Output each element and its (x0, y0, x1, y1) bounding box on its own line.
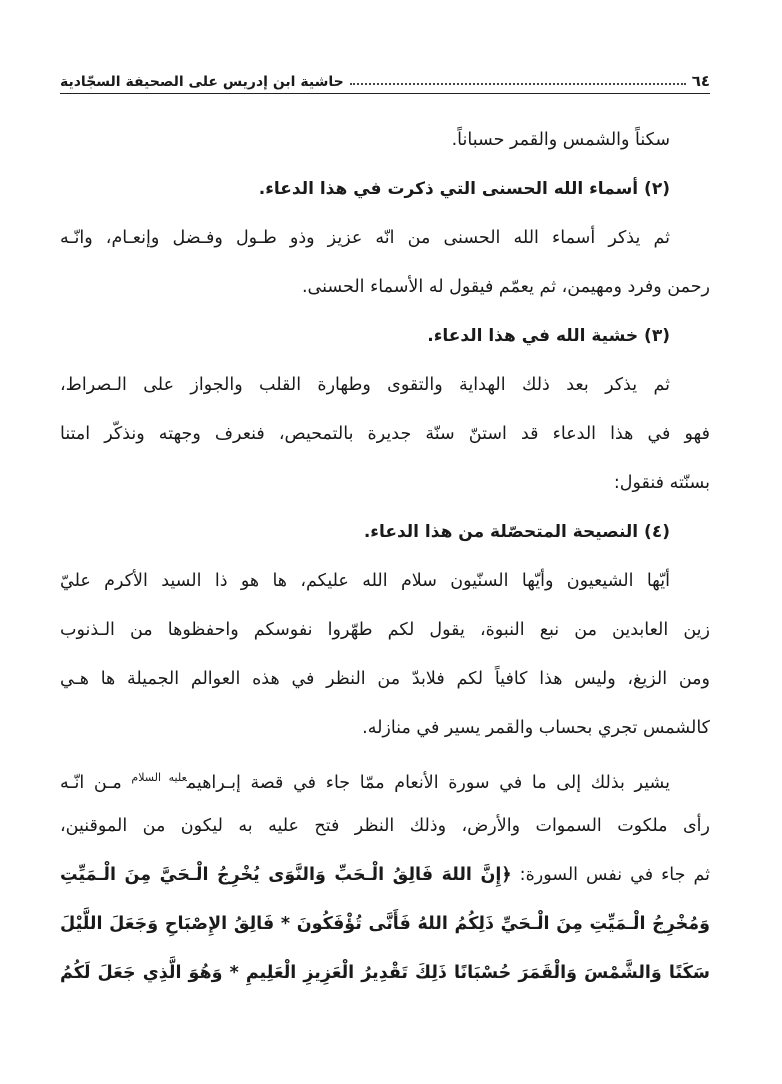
text-line: سكناً والشمس والقمر حسباناً. (451, 130, 670, 150)
honorific-glyph: عليه السلام (131, 771, 187, 784)
page-body (60, 116, 710, 998)
text-span: ثم جاء في نفس السورة: (511, 865, 710, 885)
text-line: فهو في هذا الدعاء قد استنّ سنّة جديرة بالتمحيص، فنعرف وجهته ونذكّر امتنا (60, 424, 710, 444)
running-title: حاشية ابن إدريس على الصحيفة السجّادية (60, 74, 344, 90)
text-span: يشير بذلك إلى ما في سورة الأنعام ممّا جاء في قصة إبـراهيم (186, 772, 670, 793)
quran-verse: ﴿إِنَّ اللهَ فَالِقُ الْـحَبِّ وَالنَّوَى يُخْرِجُ الْـحَيَّ مِنَ الْـمَيِّتِ (60, 865, 512, 885)
dotted-leader (350, 83, 686, 85)
page-number: ٦٤ (691, 72, 710, 90)
quran-verse-line: سَكَنًا وَالشَّمْسَ وَالْقَمَرَ حُسْبَانًا ذَلِكَ تَقْدِيرُ الْعَزِيزِ الْعَلِيمِ * وَهُوَ الَّذِي جَعَلَ لَكُمُ (60, 963, 710, 983)
section-heading-3: (٣) خشية الله في هذا الدعاء. (427, 326, 670, 346)
book-page (60, 0, 710, 1084)
text-line: ثم يذكر أسماء الله الحسنى من انّه عزيز وذو طـول وفـضل وإنعـام، وانّـه (60, 228, 670, 248)
text-line: كالشمس تجري بحساب والقمر يسير في منازله. (362, 718, 710, 738)
text-line (60, 851, 710, 900)
text-line: أيّها الشيعيون وأيّها السنّيون سلام الله عليكم، ها هو ذا السيد الأكرم عليّ (60, 571, 670, 591)
text-line: رحمن وفرد ومهيمن، ثم يعمّم فيقول له الأسماء الحسنى. (301, 277, 710, 297)
text-span: مـن انّـه (60, 772, 132, 793)
quran-verse-line: وَمُخْرِجُ الْـمَيِّتِ مِنَ الْـحَيِّ ذَلِكُمُ اللهُ فَأَنَّى تُؤْفَكُونَ * فَالِقُ الإِصْبَاحِ وَجَعَلَ اللَّيْلَ (60, 914, 710, 934)
text-line: رأى ملكوت السموات والأرض، وذلك النظر فتح عليه به ليكون من الموقنين، (60, 816, 710, 836)
section-heading-4: (٤) النصيحة المتحصّلة من هذا الدعاء. (363, 522, 670, 542)
text-line (60, 753, 710, 802)
text-line: زين العابدين من نبع النبوة، يقول لكم طهّروا نفوسكم واحفظوها من الـذنوب (60, 620, 710, 640)
text-line: ثم يذكر بعد ذلك الهداية والتقوى وطهارة القلب والجواز على الـصراط، (60, 375, 670, 395)
section-heading-2: (٢) أسماء الله الحسنى التي ذكرت في هذا الدعاء. (258, 179, 670, 199)
text-line: ومن الزيغ، وليس هذا كافياً لكم فلابدّ من النظر في هذه العوالم الجميلة ها هـي (60, 669, 710, 689)
header-rule (60, 93, 710, 94)
text-line: بسنّته فنقول: (613, 473, 710, 493)
running-header (60, 64, 710, 90)
